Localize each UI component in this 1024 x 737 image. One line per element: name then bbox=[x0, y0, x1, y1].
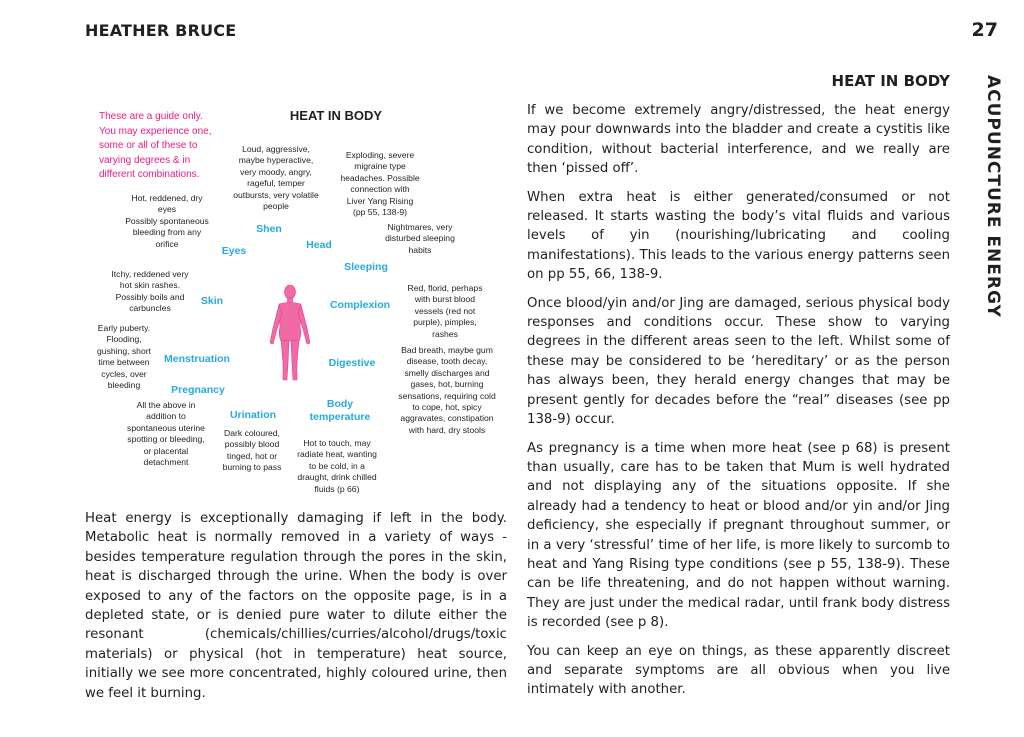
shen-description: Loud, aggressive, maybe hyperactive, very moody, angry, rageful, temper outbursts, very volatile people bbox=[233, 144, 319, 212]
menstruation-description: Early puberty. Flooding, gushing, short time between cycles, over bleeding bbox=[97, 323, 151, 391]
label-body-temperature: Body temperature bbox=[309, 398, 371, 423]
label-pregnancy: Pregnancy bbox=[171, 384, 225, 396]
label-shen: Shen bbox=[256, 223, 282, 235]
label-sleeping: Sleeping bbox=[344, 261, 388, 273]
paragraph: When extra heat is either generated/consumed or not released. It starts wasting the body’s vital fluids and various levels of yin (nourishing/lubricating and cooling manifestations). This leads to the various energy patterns seen on pp 55, 66, 138-9. bbox=[527, 189, 950, 283]
sleeping-description: Nightmares, very disturbed sleeping habits bbox=[385, 222, 455, 255]
section-heading: HEAT IN BODY bbox=[831, 72, 950, 90]
female-body-figure-icon bbox=[262, 283, 318, 383]
right-column-text bbox=[527, 101, 950, 709]
eyes-description: Hot, reddened, dry eyes Possibly spontaneous bleeding from any orifice bbox=[125, 193, 209, 249]
paragraph: As pregnancy is a time when more heat (see p 68) is present than usually, care has to be taken that Mum is well hydrated and not displaying any of the situations opposite. If she already had a tendency to heat or blood and/or yin and/or Jing deficiency, she especially if pregnant throughout summer, or in a very ‘stressful’ time of her life, is more likely to surcomb to heat and Yang Rising type conditions (see p 55, 138-9). These can be life threatening, and do not happen without warning. They are just under the medical radar, until frank body distress is recorded (see p 8). bbox=[527, 440, 950, 631]
label-urination: Urination bbox=[229, 409, 277, 421]
paragraph: If we become extremely angry/distressed, the heat energy may pour downwards into the bladder and create a cystitis like condition, without bacterial interference, and we really are then ‘pissed off’. bbox=[527, 103, 950, 177]
paragraph: You can keep an eye on things, as these apparently discreet and separate symptoms are all obvious when you live intimately with another. bbox=[527, 643, 950, 698]
label-digestive: Digestive bbox=[328, 357, 376, 369]
pregnancy-description: All the above in addition to spontaneous uterine spotting or bleeding, or placental detachment bbox=[127, 400, 205, 468]
complexion-description: Red, florid, perhaps with burst blood vessels (red not purple), pimples, rashes bbox=[407, 283, 483, 339]
urination-description: Dark coloured, possibly blood tinged, hot or burning to pass bbox=[222, 428, 282, 473]
paragraph: Once blood/yin and/or Jing are damaged, serious physical body responses and conditions occur. These show to varying degrees in the different areas seen to the left. Whilst some of these may be considered to be ‘hereditary’ or as the person has always been, they herald energy changes that may be present gently for decades before the “real” diseases (see pp 138-9) occur. bbox=[527, 295, 950, 428]
page-number: 27 bbox=[971, 19, 998, 41]
label-eyes: Eyes bbox=[221, 245, 247, 257]
digestive-description: Bad breath, maybe gum disease, tooth decay, smelly discharges and gases, hot, burning sensations, requiring cold to cope, hot, spicy aggravates, constipation with hard, dry stools bbox=[398, 345, 496, 435]
running-header-author: HEATHER BRUCE bbox=[85, 21, 237, 40]
label-complexion: Complexion bbox=[329, 299, 391, 311]
diagram-title: HEAT IN BODY bbox=[289, 108, 383, 123]
side-section-title: ACUPUNCTURE ENERGY bbox=[983, 75, 1003, 318]
body-temperature-description: Hot to touch, may radiate heat, wanting to be cold, in a draught, drink chilled fluids (p 66) bbox=[297, 438, 377, 494]
paragraph: Heat energy is exceptionally damaging if left in the body. Metabolic heat is normally removed in a variety of ways - besides temperature regulation through the pores in the skin, heat is discharged through the urine. When the body is over exposed to any of the factors on the opposite page, is in a depleted state, or is denied pure water to dilute either the resonant (chemicals/chillies/curries/alcohol/drugs/toxic materials) or physical (hot in temperature) heat source, initially we see more concentrated, highly coloured urine, then we feel it burning. bbox=[85, 511, 507, 701]
label-skin: Skin bbox=[200, 295, 224, 307]
left-column-text bbox=[85, 509, 507, 712]
label-head: Head bbox=[306, 239, 332, 251]
head-description: Exploding, severe migraine type headaches. Possible connection with Liver Yang Rising (pp 55, 138-9) bbox=[340, 150, 420, 218]
skin-description: Itchy, reddened very hot skin rashes. Possibly boils and carbuncles bbox=[111, 269, 189, 314]
label-menstruation: Menstruation bbox=[164, 353, 230, 365]
diagram-note: These are a guide only. You may experience one, some or all of these to varying degrees & in different combinations. bbox=[99, 111, 212, 181]
